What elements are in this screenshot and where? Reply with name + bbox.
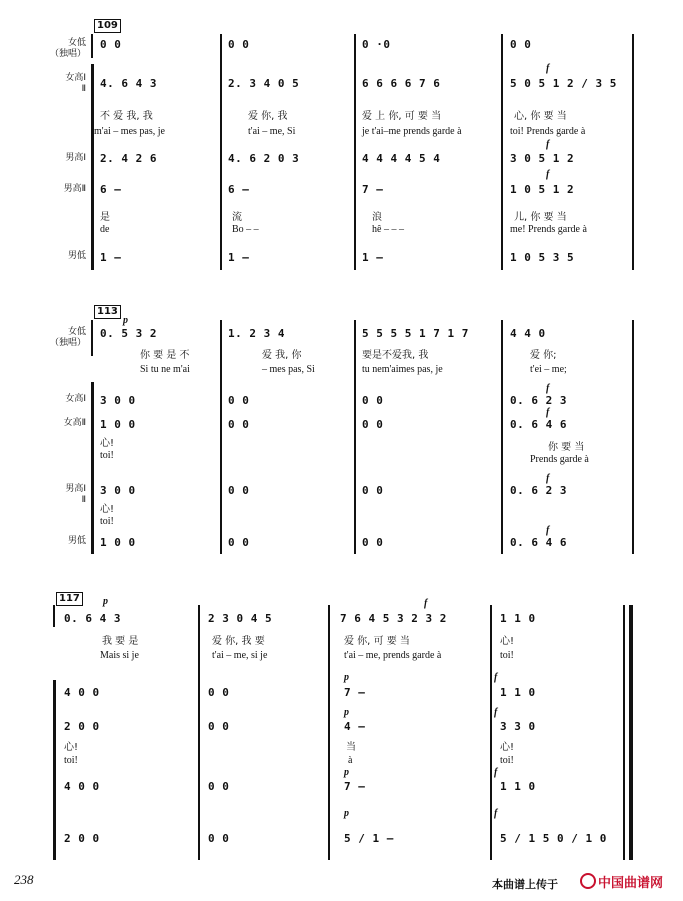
lyric-fr: Bo – –: [232, 224, 259, 235]
notes: 0 0: [100, 38, 122, 51]
notes: 4. 6 4 3: [100, 77, 157, 90]
site-logo-icon: [580, 873, 596, 889]
lyric-fr: je t'ai–me prends garde à: [362, 126, 462, 137]
notes: 3 3 0: [500, 720, 536, 733]
lyric: 心!: [500, 742, 515, 753]
lyric-fr: tu nem'aimes pas, je: [362, 364, 443, 375]
notes: 4. 6 2 0 3: [228, 152, 300, 165]
lyric: 浪: [372, 212, 382, 223]
lyric: 爱 你, 可 要 当: [344, 636, 410, 647]
lyric: 爱 上 你, 可 要 当: [362, 111, 442, 122]
notes: 6 –: [228, 183, 250, 196]
notes: 0. 6 4 6: [510, 536, 567, 549]
lyric: 儿, 你 要 当: [514, 212, 567, 223]
part-label-bass: 男低: [67, 536, 86, 546]
notes: 1 –: [228, 251, 250, 264]
part-label-tenor-2: 男高Ⅱ: [63, 184, 86, 194]
system-line: [91, 34, 93, 58]
lyric-fr: Si tu ne m'ai: [140, 364, 190, 375]
barline: [220, 34, 222, 270]
dynamic-mark: f: [546, 407, 550, 418]
notes: 5 / 1 5 0 / 1 0: [500, 832, 607, 845]
lyric: 心!: [500, 636, 515, 647]
barline: [501, 34, 503, 270]
lyric-fr: toi!: [500, 755, 514, 766]
dynamic-mark: f: [546, 169, 550, 180]
notes: 7 –: [344, 780, 366, 793]
notes: 2 3 0 4 5: [208, 612, 273, 625]
site-logo-text: 中国曲谱网: [598, 876, 664, 891]
dynamic-mark: f: [494, 707, 498, 718]
measure-number: 109: [94, 19, 121, 33]
part-label-soprano: 女高Ⅰ Ⅱ: [65, 73, 86, 94]
barline: [623, 605, 625, 860]
lyric-fr: à: [348, 755, 353, 766]
dynamic-mark: p: [344, 808, 349, 819]
notes: 0 0: [362, 418, 384, 431]
notes: 4 0 0: [64, 780, 100, 793]
notes: 5 0 5 1 2 / 3 5: [510, 77, 617, 90]
notes: 0 0: [228, 484, 250, 497]
notes: 0 0: [208, 832, 230, 845]
notes: 0. 6 4 3: [64, 612, 121, 625]
notes: 2 0 0: [64, 832, 100, 845]
notes: 7 6 4 5 3 2 3 2: [340, 612, 447, 625]
lyric: 你 要 当: [548, 442, 585, 453]
dynamic-mark: p: [103, 596, 108, 607]
notes: 0 0: [208, 686, 230, 699]
dynamic-mark: f: [494, 767, 498, 778]
lyric: 是: [100, 212, 110, 223]
notes: 1 –: [362, 251, 384, 264]
notes: 0 ·0: [362, 38, 391, 51]
lyric-fr: toi!: [500, 650, 514, 661]
barline: [501, 320, 503, 554]
system-line: [91, 320, 93, 356]
notes: 2 0 0: [64, 720, 100, 733]
notes: 0. 6 2 3: [510, 484, 567, 497]
lyric: 我 要 是: [102, 636, 139, 647]
dynamic-mark: p: [123, 315, 128, 326]
lyric: 不 爱 我, 我: [100, 111, 153, 122]
dynamic-mark: f: [546, 63, 550, 74]
notes: 4 4 4 4 5 4: [362, 152, 441, 165]
notes: 1 0 5 3 5: [510, 251, 575, 264]
barline: [220, 320, 222, 554]
notes: 0. 5 3 2: [100, 327, 157, 340]
notes: 2. 4 2 6: [100, 152, 157, 165]
notes: 0 0: [208, 720, 230, 733]
lyric: 流: [232, 212, 242, 223]
notes: 4 4 0: [510, 327, 546, 340]
system-line: [53, 605, 55, 627]
barline: [354, 34, 356, 270]
notes: 0 0: [510, 38, 532, 51]
notes: 5 5 5 5 1 7 1 7: [362, 327, 469, 340]
lyric-fr: t'ai – me, si je: [212, 650, 268, 661]
notes: 0 0: [228, 394, 250, 407]
dynamic-mark: f: [494, 808, 498, 819]
dynamic-mark: f: [546, 139, 550, 150]
measure-number: 117: [56, 592, 83, 606]
lyric-fr: toi!: [64, 755, 78, 766]
notes: 0 0: [228, 418, 250, 431]
upload-credit: 本曲谱上传于: [492, 878, 558, 891]
notes: 6 –: [100, 183, 122, 196]
notes: 1 1 0: [500, 686, 536, 699]
notes: 1 –: [100, 251, 122, 264]
final-barline: [629, 605, 633, 860]
notes: 1 0 0: [100, 418, 136, 431]
notes: 0. 6 2 3: [510, 394, 567, 407]
notes: 6 6 6 6 7 6: [362, 77, 441, 90]
notes: 5 / 1 –: [344, 832, 394, 845]
lyric-fr: de: [100, 224, 110, 235]
choir-bracket: [53, 680, 56, 860]
lyric: 心!: [100, 438, 115, 449]
lyric: 要是不爱我, 我: [362, 350, 429, 361]
dynamic-mark: f: [546, 383, 550, 394]
notes: 3 0 0: [100, 484, 136, 497]
notes: 0 0: [362, 484, 384, 497]
dynamic-mark: p: [344, 767, 349, 778]
notes: 0 0: [228, 38, 250, 51]
notes: 7 –: [344, 686, 366, 699]
notes: 4 –: [344, 720, 366, 733]
notes: 0. 6 4 6: [510, 418, 567, 431]
notes: 0 0: [208, 780, 230, 793]
lyric-fr: toi!: [100, 516, 114, 527]
lyric-fr: Prends garde à: [530, 454, 589, 465]
notes: 4 0 0: [64, 686, 100, 699]
part-label-alto-solo: 女低 （独唱）: [49, 38, 86, 59]
notes: 1 0 5 1 2: [510, 183, 575, 196]
lyric: 爱 你, 我: [248, 111, 288, 122]
notes: 0 0: [362, 536, 384, 549]
part-label-soprano-1: 女高Ⅰ: [65, 394, 86, 404]
lyric: 心, 你 要 当: [514, 111, 567, 122]
site-logo[interactable]: [580, 872, 663, 891]
lyric-fr: m'ai – mes pas, je: [94, 126, 165, 137]
lyric-fr: t'ei – me;: [530, 364, 567, 375]
notes: 3 0 0: [100, 394, 136, 407]
choir-bracket: [91, 382, 94, 554]
barline: [198, 605, 200, 860]
notes: 2. 3 4 0 5: [228, 77, 300, 90]
part-label-bass: 男低: [67, 251, 86, 261]
notes: 0 0: [228, 536, 250, 549]
lyric: 爱 你;: [530, 350, 557, 361]
lyric-fr: toi!: [100, 450, 114, 461]
lyric-fr: toi! Prends garde à: [510, 126, 586, 137]
lyric: 爱 我, 你: [262, 350, 302, 361]
dynamic-mark: f: [546, 525, 550, 536]
notes: 3 0 5 1 2: [510, 152, 575, 165]
lyric-fr: t'ai – me, Si: [248, 126, 296, 137]
lyric-fr: – mes pas, Si: [262, 364, 315, 375]
page-number: 238: [14, 872, 34, 887]
dynamic-mark: f: [546, 473, 550, 484]
lyric: 你 要 是 不: [140, 350, 190, 361]
lyric: 心!: [100, 504, 115, 515]
barline: [632, 34, 634, 270]
dynamic-mark: f: [494, 672, 498, 683]
notes: 1 1 0: [500, 780, 536, 793]
barline: [354, 320, 356, 554]
measure-number: 113: [94, 305, 121, 319]
lyric: 当: [346, 742, 356, 753]
lyric-fr: me! Prends garde à: [510, 224, 587, 235]
barline: [632, 320, 634, 554]
notes: 1 1 0: [500, 612, 536, 625]
part-label-tenor-1: 男高Ⅰ: [65, 153, 86, 163]
dynamic-mark: p: [344, 672, 349, 683]
part-label-tenor: 男高Ⅰ Ⅱ: [65, 484, 86, 505]
notes: 1 0 0: [100, 536, 136, 549]
barline: [490, 605, 492, 860]
notes: 1. 2 3 4: [228, 327, 285, 340]
choir-bracket: [91, 64, 94, 270]
notes: 7 –: [362, 183, 384, 196]
barline: [328, 605, 330, 860]
dynamic-mark: f: [424, 598, 428, 609]
lyric-fr: t'ai – me, prends garde à: [344, 650, 442, 661]
lyric-fr: Mais si je: [100, 650, 139, 661]
part-label-alto-solo: 女低 （独唱）: [49, 327, 86, 348]
lyric-fr: hê – – –: [372, 224, 404, 235]
part-label-soprano-2: 女高Ⅱ: [63, 418, 86, 428]
dynamic-mark: p: [344, 707, 349, 718]
notes: 0 0: [362, 394, 384, 407]
lyric: 爱 你, 我 要: [212, 636, 265, 647]
lyric: 心!: [64, 742, 79, 753]
